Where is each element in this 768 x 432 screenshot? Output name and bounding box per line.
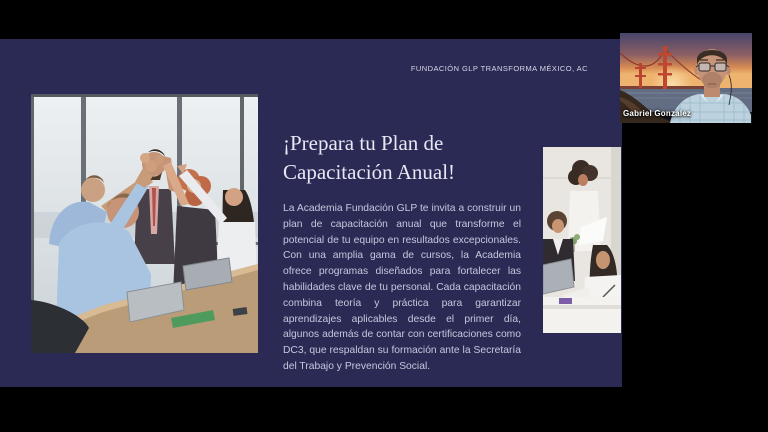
- slide-title: ¡Prepara tu Plan de Capacitación Anual!: [283, 131, 456, 184]
- participant-video-tile[interactable]: [620, 33, 752, 123]
- participant-name-label: Gabriel Gonzalez: [623, 109, 692, 118]
- slide-header-organization: FUNDACIÓN GLP TRANSFORMA MÉXICO, AC: [410, 64, 588, 73]
- team-meeting-photo: [543, 147, 621, 333]
- team-meeting-illustration: [543, 147, 621, 333]
- team-highfive-photo: [31, 94, 258, 353]
- slide-body-paragraph: La Academia Fundación GLP te invita a construir un plan de capacitación anual que transforme el potencial de tu equipo en resultados excepcionales. Con una amplia gama de cursos, la Academia ofrece programas diseñados para fortalecer las habilidades clave de tu personal. Cada capacitación combina teoría y práctica para garantizar aprendizajes aplicables desde el primer día, algunos además de contar con certificaciones como DC3, que respaldan su formación ante la Secretaría del Trabajo y Prevención Social.: [283, 203, 521, 372]
- team-highfive-illustration: [31, 94, 258, 353]
- shared-slide: [0, 39, 622, 387]
- slide-text-block: [283, 129, 523, 375]
